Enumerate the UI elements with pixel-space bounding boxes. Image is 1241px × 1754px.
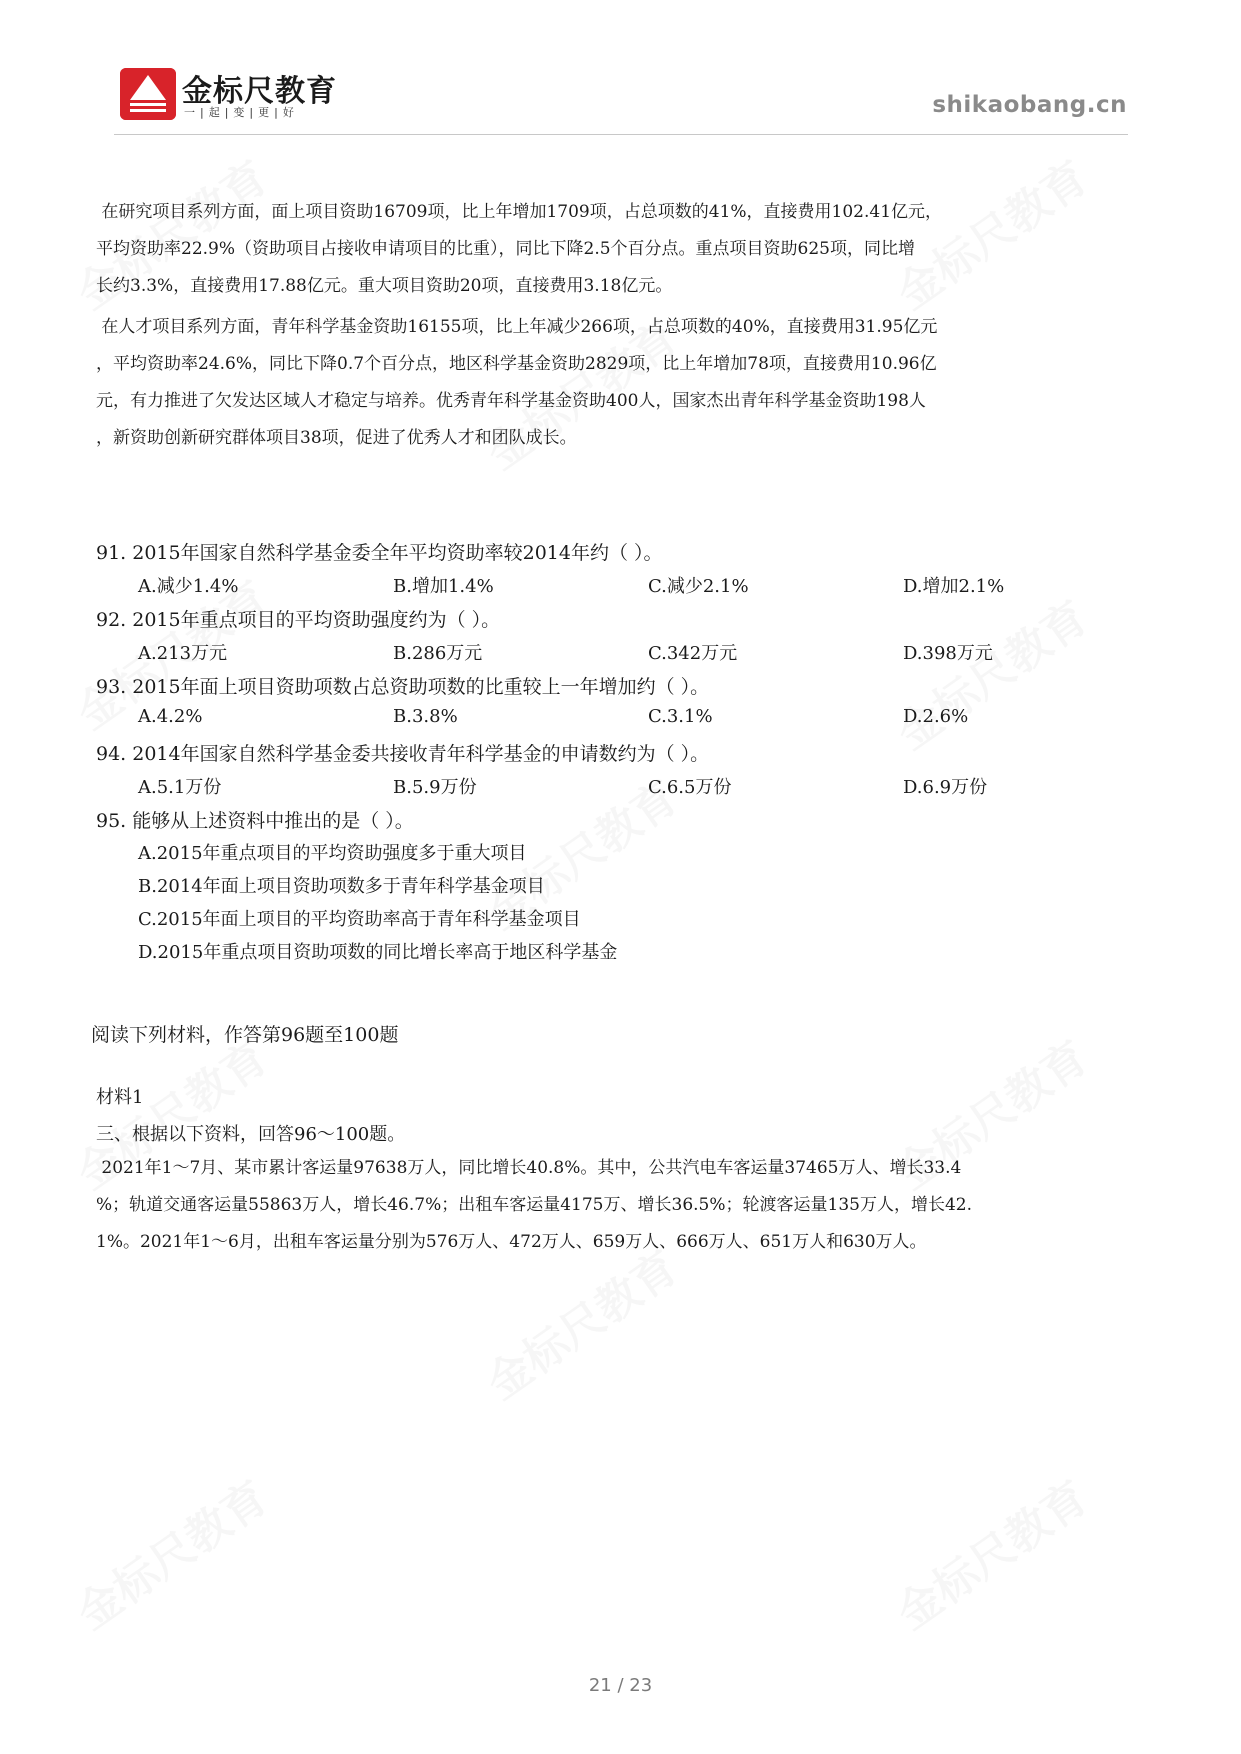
material-heading: 三、根据以下资料，回答96～100题。 [96,1124,406,1145]
material-label: 材料1 [96,1087,144,1108]
question-95-option-b[interactable]: B.2014年面上项目资助项数多于青年科学基金项目 [138,876,545,897]
question-92-stem: 92. 2015年重点项目的平均资助强度约为（ ）。 [96,609,501,631]
question-93-stem: 93. 2015年面上项目资助项数占总资助项数的比重较上一年增加约（ ）。 [96,676,710,698]
question-92-option-b[interactable]: B.286万元 [393,643,483,664]
material-paragraph-transport: 2021年1～7月、某市累计客运量97638万人，同比增长40.8%。其中，公共汽电车客运量37465万人、增长33.4 %；轨道交通客运量55863万人，增长46.7%；出租车客运量4175万、增长36.5%；轮渡客运量135万人，增长42. 1%。2021年1～6月，出租车客运量分别为576万人、472万人、659万人、666万人、651万人和630万人。 [96,1158,972,1252]
page-header [0,0,1241,140]
question-91-option-a[interactable]: A.减少1.4% [138,576,239,597]
question-95-option-d[interactable]: D.2015年重点项目资助项数的同比增长率高于地区科学基金 [138,942,618,963]
logo-mark-icon [120,68,176,120]
watermark [62,1463,279,1642]
question-92-option-a[interactable]: A.213万元 [138,643,228,664]
watermark [882,583,1099,762]
question-94-option-d[interactable]: D.6.9万份 [903,777,988,798]
site-url[interactable]: shikaobang.cn [932,92,1127,118]
logo-name: 金标尺教育 [182,74,337,109]
question-93-option-b[interactable]: B.3.8% [393,706,458,727]
question-95-option-a[interactable]: A.2015年重点项目的平均资助强度多于重大项目 [138,843,527,864]
question-95-option-c[interactable]: C.2015年面上项目的平均资助率高于青年科学基金项目 [138,909,581,930]
question-91-option-d[interactable]: D.增加2.1% [903,576,1005,597]
header-divider [114,134,1128,135]
watermark [882,1463,1099,1642]
question-94-option-a[interactable]: A.5.1万份 [138,777,222,798]
question-93-option-d[interactable]: D.2.6% [903,706,969,727]
question-93-option-a[interactable]: A.4.2% [138,706,203,727]
question-95-stem: 95. 能够从上述资料中推出的是（ ）。 [96,810,414,832]
brand-logo [120,68,340,120]
question-94-option-b[interactable]: B.5.9万份 [393,777,477,798]
logo-slogan: 一|起|变|更|好 [184,106,299,119]
question-94-option-c[interactable]: C.6.5万份 [648,777,732,798]
question-93-option-c[interactable]: C.3.1% [648,706,713,727]
page-number: 21 / 23 [588,1675,653,1696]
question-92-option-d[interactable]: D.398万元 [903,643,993,664]
question-94-stem: 94. 2014年国家自然科学基金委共接收青年科学基金的申请数约为（ ）。 [96,743,710,765]
material-paragraph-talent: 在人才项目系列方面，青年科学基金资助16155项，比上年减少266项，占总项数的40%，直接费用31.95亿元 ，平均资助率24.6%，同比下降0.7个百分点，地区科学基金资助2829项，比上年增加78项，直接费用10.96亿 元，有力推进了欠发达区域人才稳定与培养。优秀青年科学基金资助400人，国家杰出青年科学基金资助198人 ，新资助创新研究群体项目38项，促进了优秀人才和团队成长。 [96,317,938,448]
question-92-option-c[interactable]: C.342万元 [648,643,738,664]
question-91-option-b[interactable]: B.增加1.4% [393,576,494,597]
material-paragraph-research: 在研究项目系列方面，面上项目资助16709项，比上年增加1709项，占总项数的41%，直接费用102.41亿元， 平均资助率22.9%（资助项目占接收申请项目的比重），同比下降2.5个百分点。重点项目资助625项，同比增 长约3.3%，直接费用17.88亿元。重大项目资助20项，直接费用3.18亿元。 [96,202,943,296]
question-91-option-c[interactable]: C.减少2.1% [648,576,749,597]
question-91-stem: 91. 2015年国家自然科学基金委全年平均资助率较2014年约（ ）。 [96,542,663,564]
section-instruction: 阅读下列材料，作答第96题至100题 [91,1024,399,1046]
